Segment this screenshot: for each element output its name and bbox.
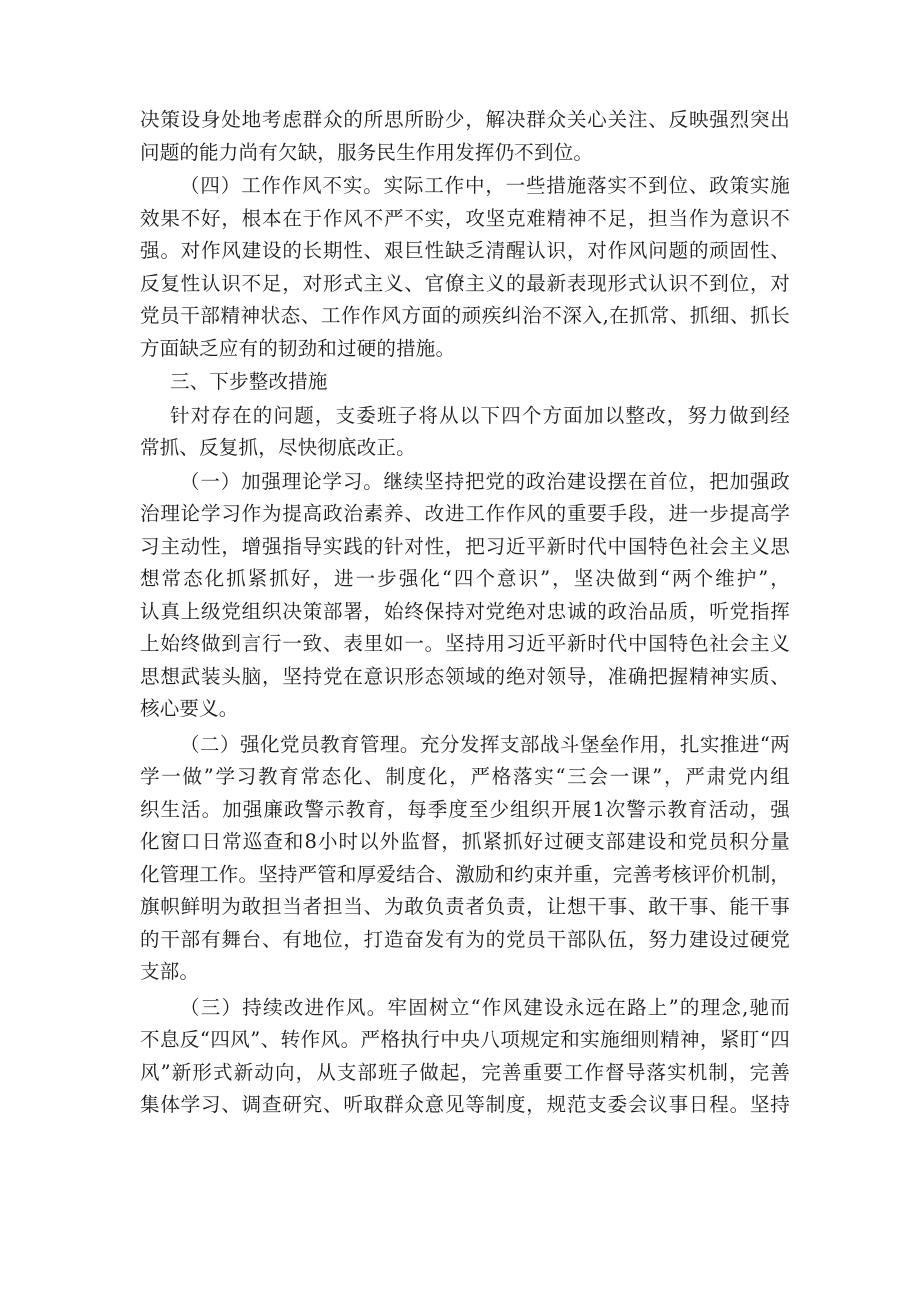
text-line: 想常态化抓紧抓好，进一步强化“四个意识”，坚决做到“两个维护”， xyxy=(140,567,790,590)
text-line: 反复性认识不足，对形式主义、官僚主义的最新表现形式认识不到位，对 xyxy=(140,271,790,295)
text-line: 常抓、反复抓，尽快彻底改正。 xyxy=(140,436,416,459)
paragraph-intro xyxy=(140,400,790,465)
text-line: 学一做”学习教育常态化、制度化，严格落实“三会一课”，严肃党内组 xyxy=(140,765,790,788)
section-title: 三、下步整改措施 xyxy=(170,370,328,393)
paragraph-theory-study xyxy=(140,466,790,726)
paragraph-work-style-issue xyxy=(140,170,790,365)
text-line: 效果不好，根本在于作风不严不实，攻坚克难精神不足，担当作为意识不 xyxy=(140,206,790,230)
text-line: 习主动性，增强指导实践的针对性，把习近平新时代中国特色社会主义思 xyxy=(140,534,790,558)
text-line: 党员干部精神状态、工作作风方面的顽疾纠治不深入,在抓常、抓细、抓长 xyxy=(140,304,790,327)
paragraph-member-education xyxy=(140,729,790,989)
text-line: 核心要义。 xyxy=(140,697,239,720)
paragraph-improve-style xyxy=(140,992,790,1122)
text-line: （三）持续改进作风。牢固树立“作风建设永远在路上”的理念,驰而 xyxy=(180,995,790,1019)
text-line: 的干部有舞台、有地位，打造奋发有为的党员干部队伍，努力建设过硬党 xyxy=(140,927,790,951)
text-line: 旗帜鲜明为敢担当者担当、为敢负责者负责，让想干事、敢干事、能干事 xyxy=(140,895,790,918)
section-heading xyxy=(140,366,790,399)
text-line: 认真上级党组织决策部署，始终保持对党绝对忠诚的政治品质，听党指挥 xyxy=(140,599,790,623)
text-line: 上始终做到言行一致、表里如一。坚持用习近平新时代中国特色社会主义 xyxy=(140,632,790,655)
text-line: 决策设身处地考虑群众的所思所盼少，解决群众关心关注、反映强烈突出 xyxy=(140,108,790,131)
text-line: 方面缺乏应有的韧劲和过硬的措施。 xyxy=(140,336,456,360)
text-line: 支部。 xyxy=(140,960,200,983)
text-line: 织生活。加强廉政警示教育，每季度至少组织开展1次警示教育活动，强 xyxy=(140,797,790,821)
text-line: 化管理工作。坚持严管和厚爱结合、激励和约束并重，完善考核评价机制， xyxy=(140,862,791,886)
document-body xyxy=(140,104,790,1122)
text-line: 问题的能力尚有欠缺，服务民生作用发挥仍不到位。 xyxy=(140,140,594,164)
text-line: （二）强化党员教育管理。充分发挥支部战斗堡垒作用，扎实推进“两 xyxy=(180,732,790,756)
text-line: 强。对作风建设的长期性、艰巨性缺乏清醒认识，对作风问题的顽固性、 xyxy=(140,239,790,262)
paragraph-continued xyxy=(140,104,790,169)
text-line: 化窗口日常巡查和8小时以外监督，抓紧抓好过硬支部建设和党员积分量 xyxy=(140,830,790,853)
text-line: 思想武装头脑，坚持党在意识形态领域的绝对领导，准确把握精神实质、 xyxy=(140,664,790,688)
text-line: 集体学习、调查研究、听取群众意见等制度，规范支委会议事日程。坚持 xyxy=(140,1093,790,1116)
text-line: （一）加强理论学习。继续坚持把党的政治建设摆在首位，把加强政 xyxy=(180,469,790,493)
text-line: 不息反“四风”、转作风。严格执行中央八项规定和实施细则精神，紧盯“四 xyxy=(140,1028,790,1051)
text-line: （四）工作作风不实。实际工作中，一些措施落实不到位、政策实施 xyxy=(180,174,790,197)
text-line: 风”新形式新动向，从支部班子做起，完善重要工作督导落实机制，完善 xyxy=(140,1060,790,1084)
text-line: 治理论学习作为提高政治素养、改进工作作风的重要手段，进一步提高学 xyxy=(140,502,790,525)
text-line: 针对存在的问题，支委班子将从以下四个方面加以整改，努力做到经 xyxy=(170,403,790,427)
